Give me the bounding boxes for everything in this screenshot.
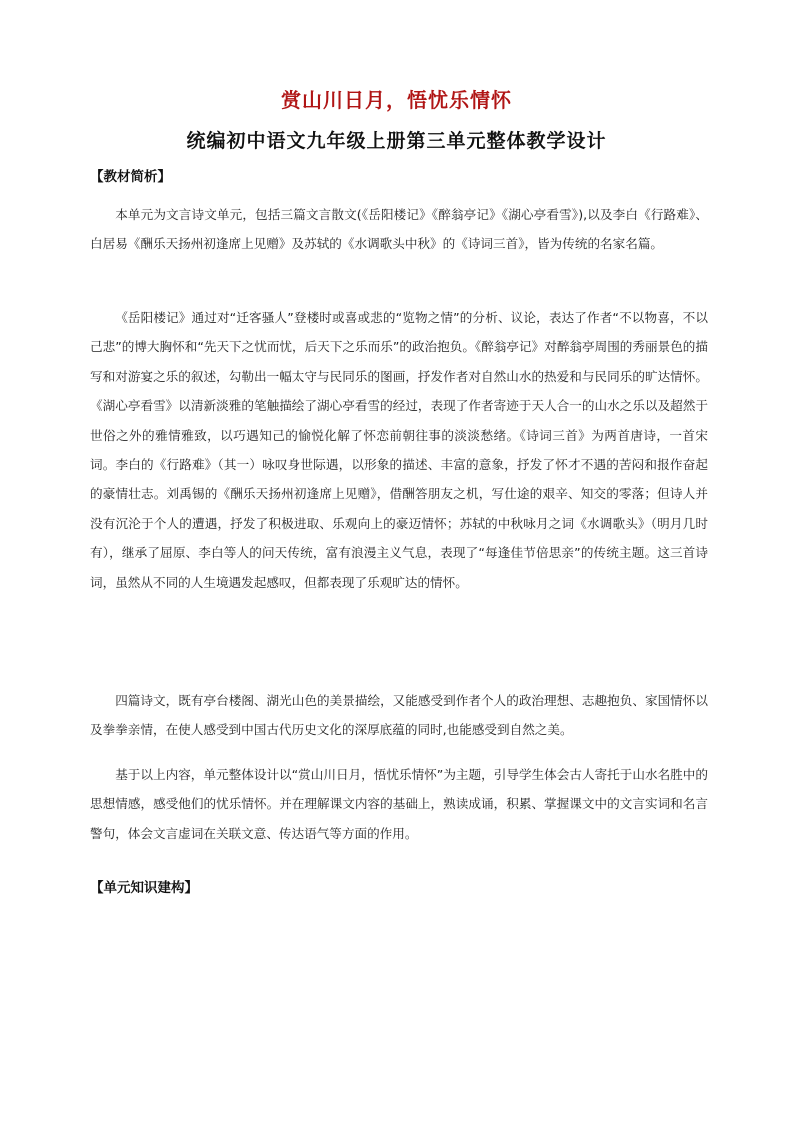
paragraph: 《岳阳楼记》通过对“迁客骚人”登楼时或喜或悲的“览物之情”的分析、议论，表达了作者“不以物喜，不以己悲”的博大胸怀和“先天下之忧而忧，后天下之乐而乐”的政治抱负。《醉翁亭记》对醉翁亭周围的秀丽景色的描写和对游宴之乐的叙述，勾勒出一幅太守与民同乐的图画，抒发作者对自然山水的热爱和与民同乐的旷达情怀。《湖心亭看雪》以清新淡雅的笔触描绘了湖心亭看雪的经过，表现了作者寄迹于天人合一的山水之乐以及超然于世俗之外的雅情雅致，以巧遇知己的愉悦化解了怀恋前朝往事的淡淡愁绪。《诗词三首》为两首唐诗，一首宋词。李白的《行路难》（其一）咏叹身世际遇，以形象的描述、丰富的意象，抒发了怀才不遇的苦闷和报作奋起的豪情壮志。刘禹锡的《酬乐天扬州初逢席上见赠》，借酬答朋友之机，写仕途的艰辛、知交的零落；但诗人并没有沉沦于个人的遭遇，抒发了积极进取、乐观向上的豪迈情怀；苏轼的中秋咏月之词《水调歌头》（明月几时有），继承了屈原、李白等人的问天传统，富有浪漫主义气息，表现了“每逢佳节倍思亲”的传统主题。这三首诗词，虽然从不同的人生境遇发起感叹，但都表现了乐观旷达的情怀。 — [90, 310, 708, 590]
paragraph: 四篇诗文，既有亭台楼阁、湖光山色的美景描绘，又能感受到作者个人的政治理想、志趣抱负、家国情怀以及拳拳亲情，在使人感受到中国古代历史文化的深厚底蕴的同时,也能感受到自然之美。 — [90, 693, 708, 738]
page-subtitle: 统编初中语文九年级上册第三单元整体教学设计 — [186, 130, 607, 152]
paragraph: 基于以上内容，单元整体设计以“赏山川日月，悟忧乐情怀”为主题，引导学生体会古人寄托于山水名胜中的思想情感，感受他们的忧乐情怀。并在理解课文内容的基础上，熟读成诵，积累、掌握课文中的文言实词和名言警句，体会文言虚词在关联文意、传达语气等方面的作用。 — [90, 767, 708, 841]
paragraph: 本单元为文言诗文单元，包括三篇文言散文(《岳阳楼记》《醉翁亭记》《湖心亭看雪》),以及李白《行路难》、白居易《酬乐天扬州初逢席上见赠》及苏轼的《水调歌头中秋》的《诗词三首》，皆为传统的名家名篇。 — [90, 207, 708, 252]
page-title: 赏山川日月，悟忧乐情怀 — [281, 88, 512, 112]
section-heading-unit-knowledge: 【单元知识建构】 — [90, 880, 198, 896]
section-heading-textbook-analysis: 【教材简析】 — [90, 169, 171, 185]
